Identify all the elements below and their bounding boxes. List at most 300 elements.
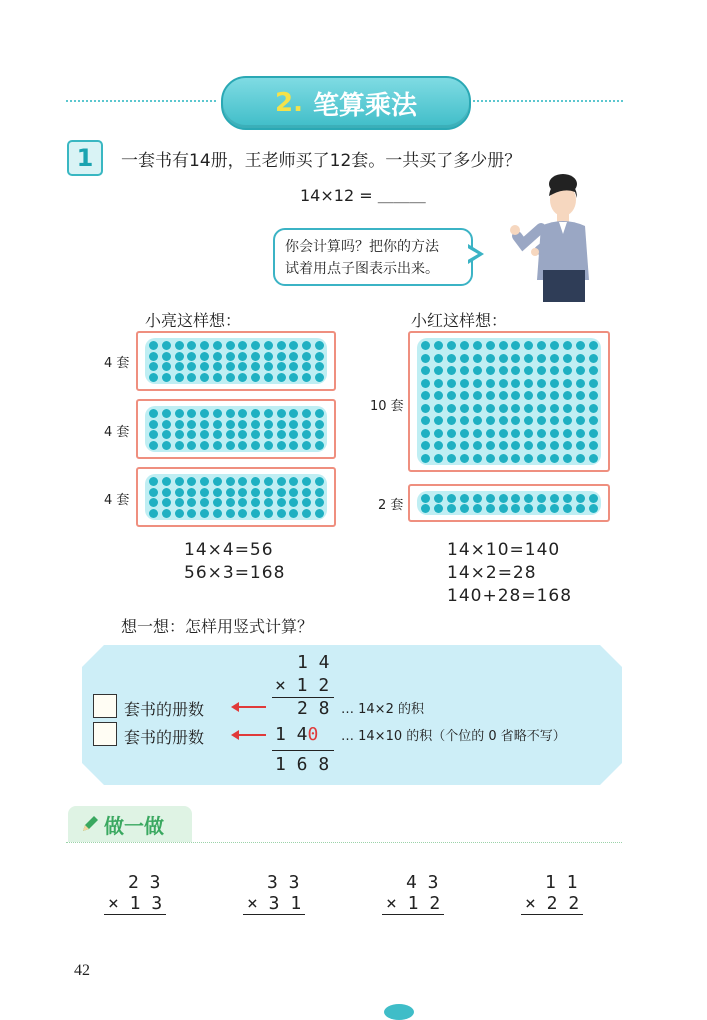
dot xyxy=(213,441,222,450)
dot xyxy=(421,441,430,450)
dot xyxy=(511,379,520,388)
dot xyxy=(187,341,196,350)
dot xyxy=(226,498,235,507)
dot xyxy=(473,404,482,413)
dot xyxy=(550,504,559,513)
dot xyxy=(447,354,456,363)
dot xyxy=(434,404,443,413)
dot xyxy=(149,420,158,429)
dot xyxy=(421,391,430,400)
dot xyxy=(486,494,495,503)
teacher-illustration xyxy=(505,170,605,302)
dot xyxy=(576,416,585,425)
dot xyxy=(238,498,247,507)
dot xyxy=(238,409,247,418)
dot xyxy=(187,373,196,382)
xiaoliang-group-label-1: 4 套 xyxy=(104,356,130,371)
dot xyxy=(499,379,508,388)
dot xyxy=(460,366,469,375)
dot xyxy=(289,341,298,350)
dot xyxy=(200,509,209,518)
dot xyxy=(302,430,311,439)
dot xyxy=(421,354,430,363)
note-b: … 14×10 的积（个位的 0 省略不写） xyxy=(341,729,566,744)
dot xyxy=(576,429,585,438)
dot xyxy=(550,354,559,363)
practice-divider xyxy=(66,842,622,843)
dot xyxy=(238,509,247,518)
dot xyxy=(175,498,184,507)
dot xyxy=(251,373,260,382)
dot xyxy=(175,420,184,429)
dot xyxy=(187,488,196,497)
dot xyxy=(576,494,585,503)
practice-4-line xyxy=(521,914,583,915)
dot xyxy=(460,341,469,350)
problem-question: 一套书有14册，王老师买了12套。一共买了多少册？ xyxy=(121,151,522,171)
xiaoliang-group-label-3: 4 套 xyxy=(104,493,130,508)
practice-2-line xyxy=(243,914,305,915)
practice-3-top: 4 3 xyxy=(406,872,439,893)
xiaohong-calc-1: 14×10=140 xyxy=(447,540,561,560)
dot xyxy=(576,441,585,450)
dot xyxy=(187,352,196,361)
dot xyxy=(486,454,495,463)
practice-4-bottom: × 2 2 xyxy=(525,893,580,914)
dot xyxy=(550,379,559,388)
problem-equation: 14×12 = ＿＿＿ xyxy=(300,186,426,205)
dot xyxy=(238,441,247,450)
dot xyxy=(213,352,222,361)
dot xyxy=(499,454,508,463)
dot xyxy=(162,373,171,382)
dot xyxy=(213,430,222,439)
dot xyxy=(434,391,443,400)
dot xyxy=(511,504,520,513)
dot xyxy=(537,354,546,363)
dot xyxy=(200,488,209,497)
dot xyxy=(302,362,311,371)
dot xyxy=(302,477,311,486)
dot xyxy=(524,366,533,375)
dot xyxy=(537,391,546,400)
dot-array-xiaohong-2 xyxy=(408,484,610,522)
dot xyxy=(213,341,222,350)
dot xyxy=(277,430,286,439)
section-title-banner xyxy=(221,76,471,130)
dot xyxy=(421,416,430,425)
xiaohong-calc-3: 140+28=168 xyxy=(447,586,573,606)
dot xyxy=(421,404,430,413)
dot xyxy=(264,341,273,350)
dot xyxy=(511,494,520,503)
dot xyxy=(486,404,495,413)
dot xyxy=(589,391,598,400)
dot xyxy=(238,477,247,486)
bottom-decoration xyxy=(384,1004,414,1020)
dot xyxy=(499,366,508,375)
dot xyxy=(537,341,546,350)
dot xyxy=(302,352,311,361)
dot xyxy=(537,454,546,463)
dot xyxy=(421,429,430,438)
dot xyxy=(162,430,171,439)
dot xyxy=(447,404,456,413)
dot xyxy=(149,509,158,518)
dot xyxy=(238,362,247,371)
dot xyxy=(251,509,260,518)
dot xyxy=(434,354,443,363)
dot xyxy=(200,477,209,486)
practice-1-bottom: × 1 3 xyxy=(108,893,163,914)
dot xyxy=(447,441,456,450)
dot xyxy=(537,504,546,513)
dot xyxy=(460,454,469,463)
dot xyxy=(460,391,469,400)
dot xyxy=(550,416,559,425)
dot xyxy=(315,509,324,518)
dot xyxy=(302,373,311,382)
dot xyxy=(251,352,260,361)
dot xyxy=(524,494,533,503)
dot xyxy=(460,494,469,503)
dot xyxy=(486,416,495,425)
dot xyxy=(499,391,508,400)
vertical-row-2: × 1 2 xyxy=(275,675,330,696)
dot xyxy=(187,509,196,518)
dot xyxy=(499,416,508,425)
dot xyxy=(524,504,533,513)
dot xyxy=(315,409,324,418)
dot xyxy=(315,362,324,371)
dot xyxy=(289,373,298,382)
dot xyxy=(473,391,482,400)
dot xyxy=(563,391,572,400)
dot xyxy=(473,416,482,425)
dot xyxy=(213,409,222,418)
dot xyxy=(499,354,508,363)
problem-number-badge: 1 xyxy=(67,140,103,176)
dot xyxy=(499,494,508,503)
dot xyxy=(563,441,572,450)
dot xyxy=(187,441,196,450)
dot xyxy=(486,504,495,513)
dot xyxy=(200,430,209,439)
dot xyxy=(289,409,298,418)
label-a: 套书的册数 xyxy=(124,700,205,719)
dot xyxy=(315,373,324,382)
dot xyxy=(550,454,559,463)
dot xyxy=(434,429,443,438)
dot xyxy=(511,416,520,425)
dot xyxy=(511,341,520,350)
dot xyxy=(264,498,273,507)
dot xyxy=(238,488,247,497)
dot xyxy=(162,352,171,361)
xiaoliang-calc-2: 56×3=168 xyxy=(184,563,286,583)
dot xyxy=(537,366,546,375)
dot xyxy=(200,373,209,382)
dot xyxy=(302,498,311,507)
dot xyxy=(277,441,286,450)
practice-1-top: 2 3 xyxy=(128,872,161,893)
dot xyxy=(264,509,273,518)
dot xyxy=(589,494,598,503)
xiaohong-group-label-1: 10 套 xyxy=(370,399,404,414)
dot xyxy=(277,362,286,371)
dot xyxy=(524,404,533,413)
dot xyxy=(251,341,260,350)
dot xyxy=(550,341,559,350)
dot xyxy=(289,498,298,507)
dot xyxy=(162,498,171,507)
dot xyxy=(589,366,598,375)
dot xyxy=(162,488,171,497)
dot xyxy=(447,429,456,438)
dot xyxy=(576,504,585,513)
dot xyxy=(576,354,585,363)
dot xyxy=(175,362,184,371)
dot xyxy=(226,362,235,371)
dot xyxy=(238,430,247,439)
dot xyxy=(576,341,585,350)
dot xyxy=(434,504,443,513)
dot xyxy=(226,509,235,518)
dot xyxy=(226,373,235,382)
dot xyxy=(460,429,469,438)
dot xyxy=(550,494,559,503)
dot xyxy=(277,352,286,361)
dot xyxy=(511,366,520,375)
dot xyxy=(149,477,158,486)
dot xyxy=(251,441,260,450)
dot xyxy=(447,341,456,350)
bubble-line-1: 你会计算吗？把你的方法 xyxy=(285,239,439,255)
dot xyxy=(187,420,196,429)
dot xyxy=(447,504,456,513)
dot xyxy=(238,373,247,382)
xiaohong-calc-2: 14×2=28 xyxy=(447,563,537,583)
dot xyxy=(589,454,598,463)
dot xyxy=(200,420,209,429)
dot xyxy=(460,379,469,388)
dot xyxy=(315,420,324,429)
dot xyxy=(149,488,158,497)
xiaohong-group-label-2: 2 套 xyxy=(378,498,404,513)
dot xyxy=(589,416,598,425)
dot xyxy=(434,341,443,350)
dot xyxy=(149,341,158,350)
dot xyxy=(277,498,286,507)
dot xyxy=(563,416,572,425)
dot xyxy=(511,354,520,363)
dot xyxy=(302,509,311,518)
xiaoliang-calc-1: 14×4=56 xyxy=(184,540,274,560)
dot xyxy=(289,488,298,497)
dot xyxy=(175,341,184,350)
dot xyxy=(524,341,533,350)
xiaoliang-heading: 小亮这样想： xyxy=(145,311,242,330)
arrow-b-head xyxy=(231,730,239,740)
dot xyxy=(447,416,456,425)
dot xyxy=(226,488,235,497)
practice-2-bottom: × 3 1 xyxy=(247,893,302,914)
dot-array-xiaoliang-2 xyxy=(136,399,336,459)
dot xyxy=(589,341,598,350)
dot xyxy=(460,504,469,513)
dot xyxy=(302,341,311,350)
dot xyxy=(421,341,430,350)
dot xyxy=(563,379,572,388)
dot xyxy=(162,477,171,486)
dot xyxy=(149,409,158,418)
practice-3-bottom: × 1 2 xyxy=(386,893,441,914)
dot xyxy=(302,420,311,429)
dot xyxy=(589,429,598,438)
dot xyxy=(499,429,508,438)
label-b: 套书的册数 xyxy=(124,728,205,747)
practice-1-line xyxy=(104,914,166,915)
dot xyxy=(434,494,443,503)
dot xyxy=(537,379,546,388)
vertical-row-4 xyxy=(275,724,318,745)
dot xyxy=(226,477,235,486)
dot xyxy=(550,391,559,400)
dot xyxy=(589,379,598,388)
dot xyxy=(251,430,260,439)
answer-box-b[interactable] xyxy=(93,722,117,746)
dot xyxy=(460,416,469,425)
dot xyxy=(537,429,546,438)
dot xyxy=(434,441,443,450)
vertical-row-3: 2 8 xyxy=(297,698,330,719)
dot xyxy=(524,454,533,463)
dot xyxy=(563,504,572,513)
dot xyxy=(473,379,482,388)
dot xyxy=(187,409,196,418)
page-number: 42 xyxy=(74,962,90,979)
dot xyxy=(251,488,260,497)
dot xyxy=(563,494,572,503)
vertical-row-1: 1 4 xyxy=(297,652,330,673)
dot xyxy=(537,404,546,413)
dot xyxy=(302,441,311,450)
dot xyxy=(576,391,585,400)
dot xyxy=(251,498,260,507)
dot xyxy=(238,341,247,350)
dot xyxy=(200,352,209,361)
dot xyxy=(277,373,286,382)
dot xyxy=(277,341,286,350)
dot xyxy=(277,488,286,497)
dot xyxy=(226,420,235,429)
dot xyxy=(486,429,495,438)
dot xyxy=(511,429,520,438)
dot xyxy=(460,404,469,413)
arrow-a-head xyxy=(231,702,239,712)
dot xyxy=(175,430,184,439)
dot xyxy=(302,488,311,497)
dot xyxy=(550,404,559,413)
answer-box-a[interactable] xyxy=(93,694,117,718)
dot xyxy=(238,352,247,361)
bubble-tail-inner xyxy=(466,247,478,261)
dot xyxy=(589,354,598,363)
practice-4-top: 1 1 xyxy=(545,872,578,893)
dot xyxy=(524,379,533,388)
dot xyxy=(226,441,235,450)
dot xyxy=(264,362,273,371)
dot xyxy=(238,420,247,429)
dot xyxy=(315,352,324,361)
dot xyxy=(264,477,273,486)
dot xyxy=(499,341,508,350)
dot xyxy=(213,509,222,518)
dot xyxy=(421,504,430,513)
dot xyxy=(511,404,520,413)
section-title: 笔算乘法 xyxy=(312,90,417,121)
arrow-b-line xyxy=(238,734,266,736)
dot xyxy=(226,352,235,361)
dot xyxy=(289,362,298,371)
dot xyxy=(537,441,546,450)
section-number: 2. xyxy=(275,88,303,118)
dot xyxy=(149,498,158,507)
dot xyxy=(421,379,430,388)
dot xyxy=(289,352,298,361)
dot xyxy=(537,416,546,425)
dot xyxy=(486,341,495,350)
vertical-line-2 xyxy=(272,750,334,751)
dot xyxy=(486,441,495,450)
dot xyxy=(524,416,533,425)
dot xyxy=(473,504,482,513)
dot xyxy=(589,504,598,513)
practice-3-line xyxy=(382,914,444,915)
pencil-icon xyxy=(80,814,100,834)
dot xyxy=(277,420,286,429)
dot xyxy=(277,409,286,418)
dot xyxy=(315,341,324,350)
dot xyxy=(315,498,324,507)
dot xyxy=(563,366,572,375)
arrow-a-line xyxy=(238,706,266,708)
dot xyxy=(200,441,209,450)
dot xyxy=(187,430,196,439)
dot xyxy=(473,494,482,503)
dot xyxy=(589,404,598,413)
dot xyxy=(460,441,469,450)
dot xyxy=(524,354,533,363)
dot xyxy=(226,341,235,350)
dot xyxy=(175,477,184,486)
dot xyxy=(511,454,520,463)
dot xyxy=(213,420,222,429)
dot xyxy=(576,366,585,375)
dot-array-xiaoliang-1 xyxy=(136,331,336,391)
xiaohong-heading: 小红这样想： xyxy=(411,311,508,330)
dot xyxy=(149,441,158,450)
dot xyxy=(302,409,311,418)
dot xyxy=(473,354,482,363)
dot xyxy=(537,494,546,503)
dot xyxy=(264,373,273,382)
dot xyxy=(524,429,533,438)
dot xyxy=(563,354,572,363)
dot xyxy=(473,341,482,350)
dot xyxy=(447,391,456,400)
dot xyxy=(499,441,508,450)
